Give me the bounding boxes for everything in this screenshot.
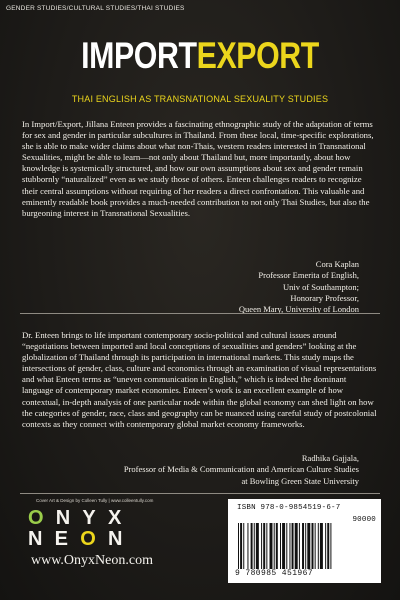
endorser-1-signature [239,259,359,315]
endorser-1-name: Cora Kaplan [315,259,359,269]
endorser-2-title: Professor of Media & Communication and American Culture Studies [123,464,359,475]
publisher-logo-neon [28,528,135,551]
divider-1 [20,313,380,314]
publisher-website[interactable]: www.OnyxNeon.com [31,553,153,568]
design-credit: Cover Art & Design by Colleen Tully | www.colleentully.com [36,498,154,503]
barcode-bars [236,523,374,569]
divider-2 [20,493,380,494]
endorser-2-affiliation: at Bowling Green State University [241,475,359,486]
endorsement-text-2: Dr. Enteen brings to life important contemporary socio-political and cultural issues around “negotiations between imported and local conceptions of sexualities and genders” looking at the globalization of Thailand through its participation in international markets. This study maps the intersections of gender, class, culture and economics through an examination of visual representations and what Enteen terms as “uneven communication in English,” which is indeed the dominant language of contemporary market economies. Enteen’s work is an excellent example of how contextual, in-depth analysis of one particular node within the global economy can shed light on how the categories of gender, race, class and geography can be nuanced using careful study of postcolonial contexts as they connect with contemporary global market economy frameworks. [22,330,377,429]
endorser-1-affiliation: Univ of Southampton; [282,281,359,292]
logo-onyx-letters: ONYX [28,507,134,529]
title-part-export: EXPORT [196,35,319,76]
book-title [36,36,364,76]
isbn-number: ISBN 978-0-9854519-6-7 [237,504,341,512]
endorser-1-title-2: Honorary Professor, [290,292,359,303]
endorser-1-title: Professor Emerita of English, [258,270,359,281]
title-part-import: IMPORT [81,35,197,76]
endorser-2-signature [124,453,359,487]
price-code: 90000 [352,516,376,524]
book-subtitle: THAI ENGLISH AS TRANSNATIONAL SEXUALITY STUDIES [71,94,329,105]
isbn-barcode [228,499,381,583]
publisher-logo-onyx [28,507,134,530]
endorsement-text-1: In Import/Export, Jillana Enteen provides a fascinating ethnographic study of the adaptation of terms for sex and gender in particular subcultures in Thailand. From these local, time-specific explorations, she is able to make wider claims about what non-Thais, western readers interested in Transnational Sexualities, might be able to learn—not only about Thailand but, more importantly, about how knowledge is systemically structured, and how our own assumptions about sex and gender remain stubbornly “naturalized” even as we study those of others. Enteen challenges readers to recognize their central assumptions without requiring of her readers a direct confrontation. This valuable and eminently readable book provides a much-needed contribution to not only Thai Studies, but also the burgeoning interest in Transnational Sexualities. [22,119,374,218]
endorser-1-affiliation-2: Queen Mary, University of London [238,304,359,315]
category-label: GENDER STUDIES/CULTURAL STUDIES/THAI STUDIES [6,5,185,12]
logo-neon-letters: NEON [28,528,135,550]
ean-number: 9 780985 451967 [235,569,314,578]
endorser-2-name: Radhika Gajjala, [301,453,359,463]
